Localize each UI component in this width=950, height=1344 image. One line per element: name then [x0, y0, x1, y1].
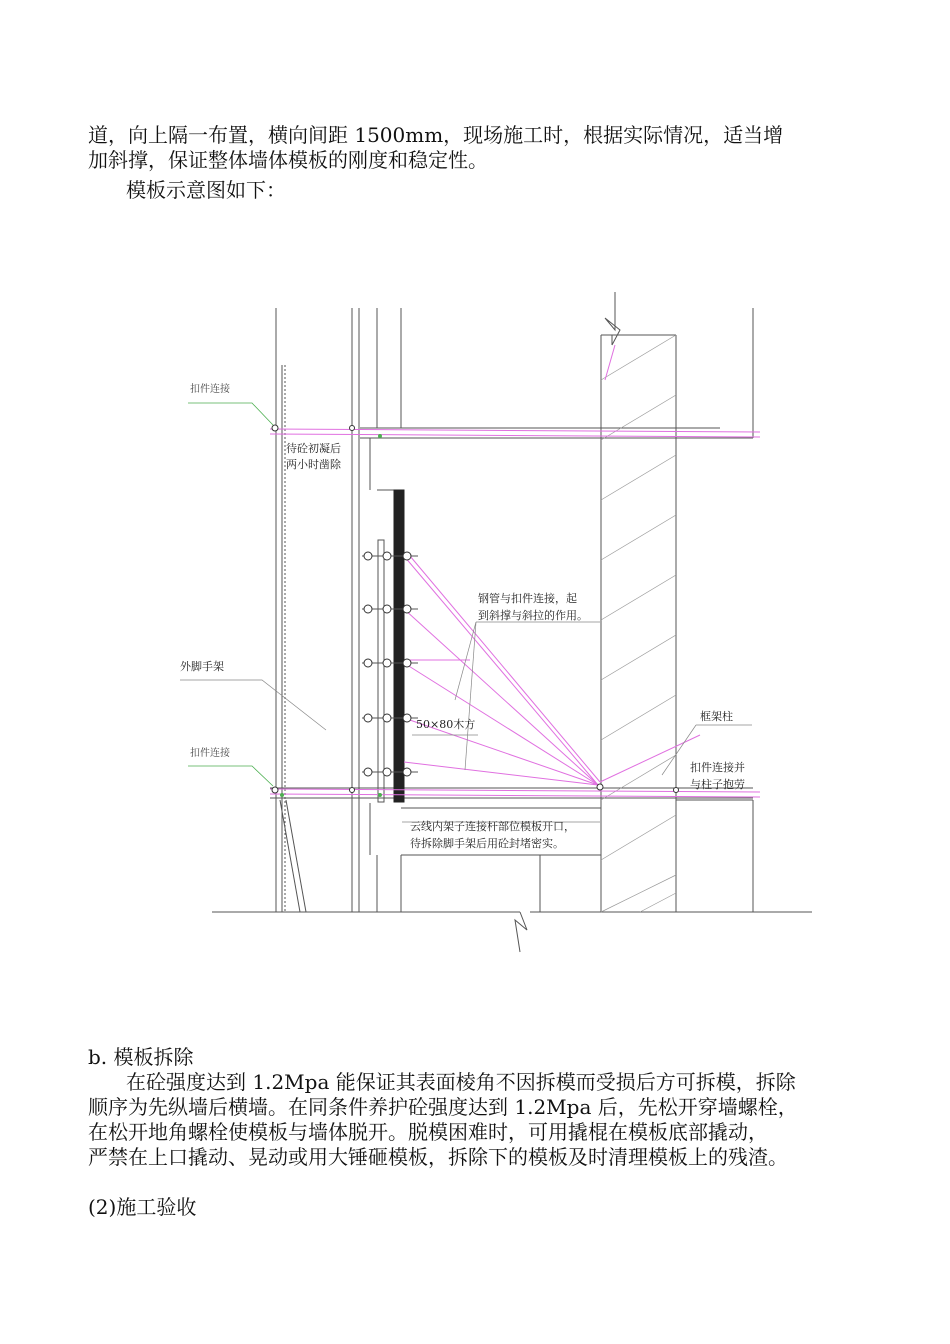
column-hatch: [601, 335, 676, 912]
green-markers: [280, 434, 382, 797]
paragraph-removal: [88, 1070, 878, 1170]
label-steel-line1: 钢管与扣件连接，起: [478, 592, 577, 605]
heading-text: (2)施工验收: [88, 1195, 197, 1219]
text-line: 道，向上隔一布置，横向间距 1500mm，现场施工时，根据实际情况，适当增: [88, 123, 784, 147]
label-opening-line1: 云线内架子连接杆部位模板开口，: [410, 820, 575, 833]
steel-tube-lines: [270, 345, 760, 797]
text-line: 模板示意图如下：: [126, 178, 286, 202]
label-fastener-top: 扣件连接: [190, 384, 230, 395]
section-heading-b: [88, 1045, 878, 1070]
label-hug-line2: 与柱子抱劳: [690, 778, 745, 791]
fastener-leaders: [188, 403, 273, 786]
label-remove-line1: 待砼初凝后: [286, 442, 341, 455]
text-line: 顺序为先纵墙后横墙。在同条件养护砼强度达到 1.2Mpa 后，先松开穿墙螺栓，: [88, 1095, 798, 1119]
text-line: 严禁在上口撬动、晃动或用大锤砸模板，拆除下的模板及时清理模板上的残渣。: [88, 1145, 788, 1169]
label-hug-line1: 扣件连接并: [690, 761, 745, 774]
fastener-circles: [272, 425, 679, 793]
label-remove-line2: 两小时凿除: [286, 458, 341, 471]
label-fastener-bottom: 扣件连接: [190, 748, 230, 759]
label-steel-line2: 到斜撑与斜拉的作用。: [478, 609, 588, 622]
label-opening-line2: 待拆除脚手架后用砼封堵密实。: [410, 837, 564, 850]
text-line: 在砼强度达到 1.2Mpa 能保证其表面棱角不因拆模而受损后方可拆模，拆除: [126, 1070, 796, 1094]
text-line: 加斜撑，保证整体墙体模板的刚度和稳定性。: [88, 148, 488, 172]
text-line: 在松开地角螺栓使模板与墙体脱开。脱模困难时，可用撬棍在模板底部撬动，: [88, 1120, 768, 1144]
label-scaffold: 外脚手架: [180, 660, 224, 673]
section-heading-2: [88, 1195, 878, 1220]
label-column: 框架柱: [700, 710, 733, 723]
label-timber: 50×80木方: [416, 718, 476, 731]
heading-text: b. 模板拆除: [88, 1045, 194, 1069]
